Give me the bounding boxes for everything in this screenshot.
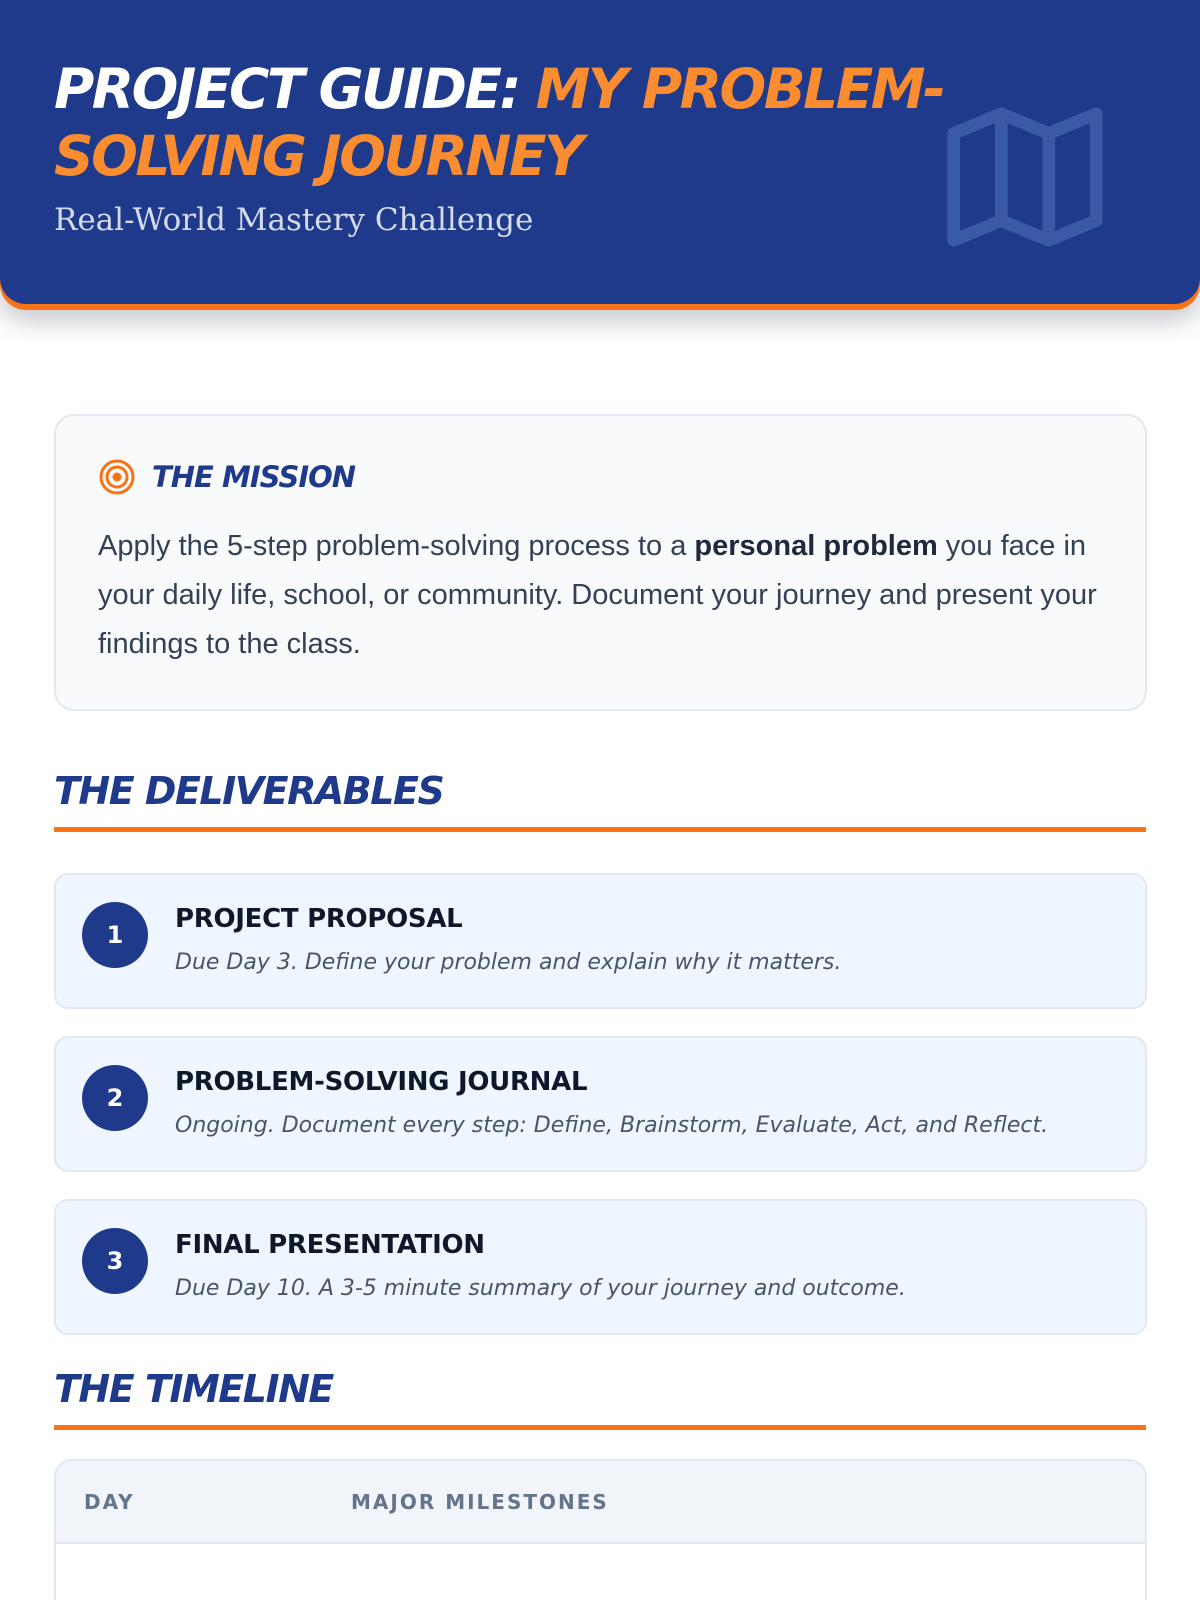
page-header [0,0,1200,304]
deliverables-heading: THE DELIVERABLES [54,769,1146,832]
timeline-table-body [56,1544,1145,1600]
deliverable-body [175,1065,1048,1138]
deliverable-description: Due Day 3. Define your problem and explain why it matters. [175,950,842,975]
timeline-heading: THE TIMELINE [54,1367,1146,1430]
mission-text-start: Apply the 5-step problem-solving process to a [98,530,695,562]
deliverable-body [175,1228,906,1301]
mission-title: THE MISSION [152,460,356,494]
page-title-accent: MY PROBLEM-SOLVING JOURNEY [54,57,944,188]
column-header-day: DAY [84,1489,135,1514]
target-icon [98,458,136,496]
deliverable-number-badge: 3 [82,1228,148,1294]
page-title-prefix: PROJECT GUIDE: [54,57,536,121]
deliverable-number-badge: 2 [82,1065,148,1131]
mission-text [98,522,1105,669]
deliverable-description: Due Day 10. A 3-5 minute summary of your journey and outcome. [175,1276,906,1301]
mission-card [54,414,1147,711]
deliverable-title: FINAL PRESENTATION [175,1230,485,1260]
deliverable-item [54,1199,1147,1335]
deliverable-body [175,902,841,975]
main-content [0,304,1200,1600]
deliverable-number-badge: 1 [82,902,148,968]
deliverable-title: PROBLEM-SOLVING JOURNAL [175,1067,588,1097]
mission-header [98,458,1105,496]
page-subtitle: Real-World Mastery Challenge [54,202,534,238]
timeline-table [54,1459,1147,1600]
deliverable-description: Ongoing. Document every step: Define, Brainstorm, Evaluate, Act, and Reflect. [175,1113,1049,1138]
mission-text-end: you face in your daily life, school, or community. Document your journey and present your findings to the class. [98,530,1097,660]
deliverables-list [54,873,1146,1335]
deliverable-title: PROJECT PROPOSAL [175,904,463,934]
column-header-milestones: MAJOR MILESTONES [351,1489,609,1514]
timeline-table-header [56,1461,1145,1544]
mission-text-highlight: personal problem [694,530,938,562]
page-title [54,56,1034,190]
deliverable-item [54,873,1147,1009]
deliverable-item [54,1036,1147,1172]
